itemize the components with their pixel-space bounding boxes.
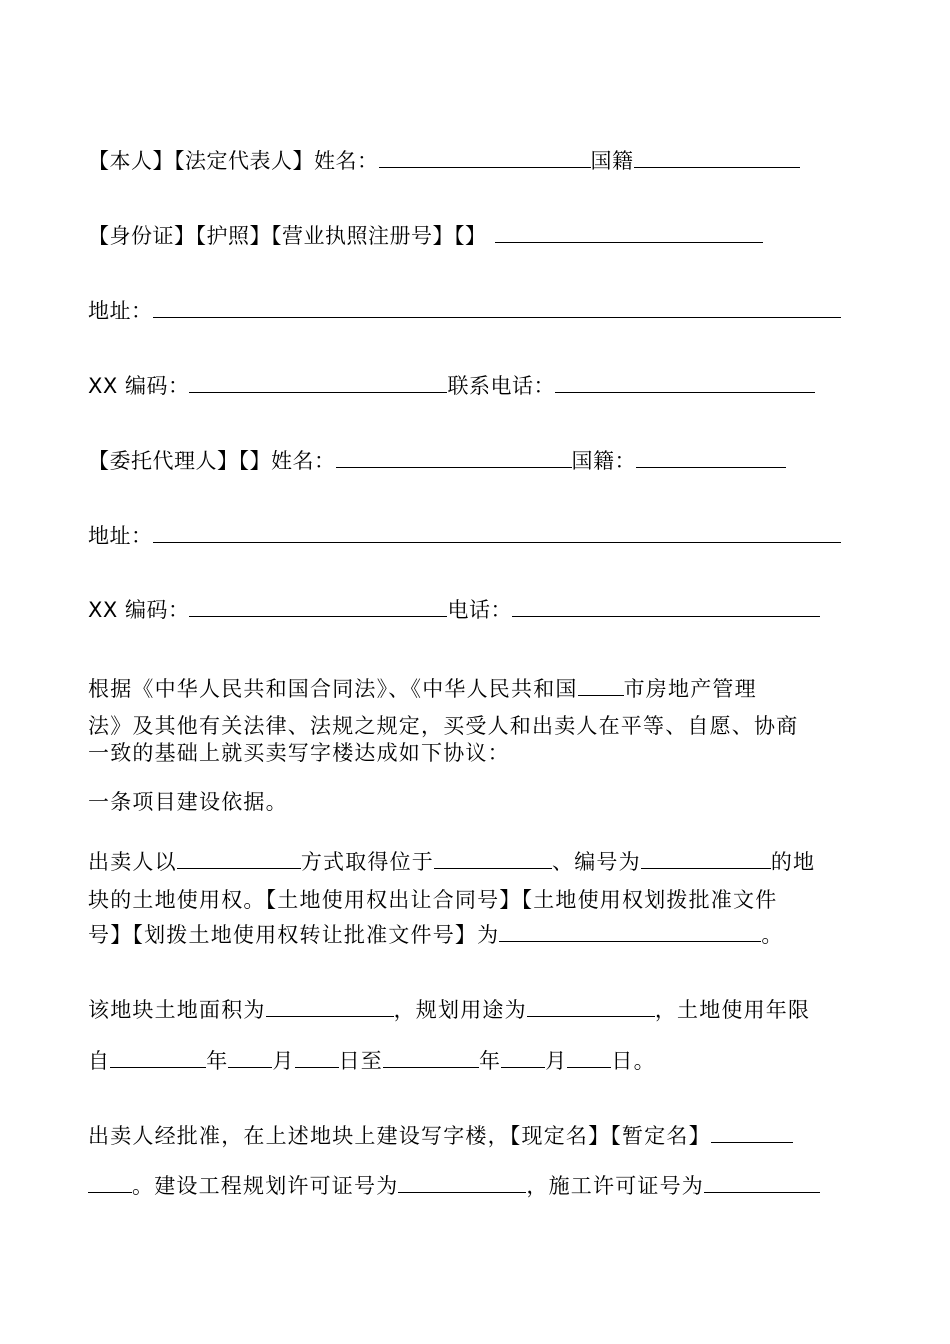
p3-line2-text-b: ，施工许可证号为 — [526, 1174, 705, 1198]
preamble-text-a: 根据《中华人民共和国合同法》、《中华人民共和国 — [88, 677, 578, 701]
end-month-blank[interactable] — [501, 1049, 545, 1068]
article-1-p3-line-2 — [88, 1170, 820, 1200]
article-1-p1-line-2: 块的土地使用权。【土地使用权出让合同号】【土地使用权划拨批准文件 — [88, 888, 778, 912]
p3-line2-text-a: 。建设工程规划许可证号为 — [132, 1174, 399, 1198]
p2-end-day-label: 日。 — [611, 1049, 656, 1073]
p1-line3-text-a: 号】【划拨土地使用权转让批准文件号】为 — [88, 923, 500, 947]
agent-nationality-blank[interactable] — [636, 449, 786, 468]
party-nationality-label: 国籍 — [590, 149, 634, 173]
p2-month-label: 月 — [272, 1049, 295, 1073]
party-contact-row — [88, 373, 815, 399]
p2-text-a: 该地块土地面积为 — [88, 998, 266, 1022]
p1-line3-text-b: 。 — [761, 923, 784, 947]
acquisition-method-blank[interactable] — [177, 850, 301, 869]
party-identity-label: 【本人】【法定代表人】姓名： — [88, 149, 379, 173]
parcel-number-blank[interactable] — [641, 850, 771, 869]
agent-postcode-label: XX 编码： — [88, 598, 190, 622]
party-nationality-blank[interactable] — [634, 149, 800, 168]
party-postcode-label: XX 编码： — [88, 374, 190, 398]
preamble-text-b: 市房地产管理 — [623, 677, 757, 701]
agent-address-row — [88, 523, 841, 549]
p1-text-c: 、编号为 — [552, 850, 641, 874]
party-address-label: 地址： — [88, 299, 153, 323]
land-area-blank[interactable] — [266, 998, 394, 1017]
construction-permit-blank[interactable] — [704, 1174, 820, 1193]
party-postcode-blank[interactable] — [189, 374, 447, 393]
article-1-p1-line-1 — [88, 846, 815, 876]
article-1-p2-line-1 — [88, 994, 810, 1024]
p2-end-year-label: 年 — [479, 1049, 502, 1073]
agent-address-label: 地址： — [88, 524, 153, 548]
p2-text-b: ，规划用途为 — [393, 998, 527, 1022]
agent-phone-blank[interactable] — [512, 598, 820, 617]
article-1-p2-line-2 — [88, 1045, 656, 1075]
agent-address-blank[interactable] — [153, 524, 841, 543]
city-blank[interactable] — [578, 677, 624, 696]
building-name-blank-cont[interactable] — [88, 1174, 132, 1193]
article-1-p3-line-1 — [88, 1120, 793, 1150]
building-name-blank[interactable] — [711, 1124, 793, 1143]
agent-nationality-label: 国籍： — [571, 449, 636, 473]
location-blank[interactable] — [434, 850, 552, 869]
land-use-blank[interactable] — [527, 998, 655, 1017]
agent-contact-row — [88, 597, 820, 623]
agent-phone-label: 电话： — [447, 598, 512, 622]
agent-postcode-blank[interactable] — [189, 598, 447, 617]
p2-text-c: ，土地使用年限 — [654, 998, 811, 1022]
p2-year-label: 年 — [206, 1049, 229, 1073]
preamble-line-2: 法》及其他有关法律、法规之规定，买受人和出卖人在平等、自愿、协商 — [88, 714, 799, 738]
start-day-blank[interactable] — [295, 1049, 339, 1068]
party-name-blank[interactable] — [379, 149, 591, 168]
p2-to-label: 日至 — [338, 1049, 384, 1073]
party-id-row — [88, 223, 763, 249]
p1-text-b: 方式取得位于 — [300, 850, 435, 874]
party-phone-label: 联系电话： — [447, 374, 555, 398]
preamble-line-1 — [88, 673, 757, 703]
article-1-p1-line-3 — [88, 919, 784, 949]
agent-name-row — [88, 448, 786, 474]
article-1-title: 一条项目建设依据。 — [88, 790, 288, 814]
party-id-blank[interactable] — [495, 224, 763, 243]
planning-permit-blank[interactable] — [398, 1174, 526, 1193]
p1-text-a: 出卖人以 — [88, 850, 177, 874]
end-day-blank[interactable] — [567, 1049, 611, 1068]
p2-from-label: 自 — [88, 1049, 111, 1073]
agent-name-blank[interactable] — [336, 449, 572, 468]
document-number-blank[interactable] — [499, 923, 761, 942]
preamble-line-3: 一致的基础上就买卖写字楼达成如下协议： — [88, 741, 510, 765]
agent-identity-label: 【委托代理人】【】姓名： — [88, 449, 336, 473]
p1-text-d: 的地 — [770, 850, 816, 874]
p3-text: 出卖人经批准，在上述地块上建设写字楼，【现定名】【暂定名】 — [88, 1124, 711, 1148]
party-id-types-label: 【身份证】【护照】【营业执照注册号】【】 — [88, 224, 487, 248]
start-month-blank[interactable] — [228, 1049, 272, 1068]
party-phone-blank[interactable] — [555, 374, 815, 393]
end-year-blank[interactable] — [383, 1049, 479, 1068]
party-address-row — [88, 298, 841, 324]
p2-end-month-label: 月 — [545, 1049, 568, 1073]
party-name-row — [88, 148, 800, 174]
party-address-blank[interactable] — [153, 299, 841, 318]
start-year-blank[interactable] — [110, 1049, 206, 1068]
